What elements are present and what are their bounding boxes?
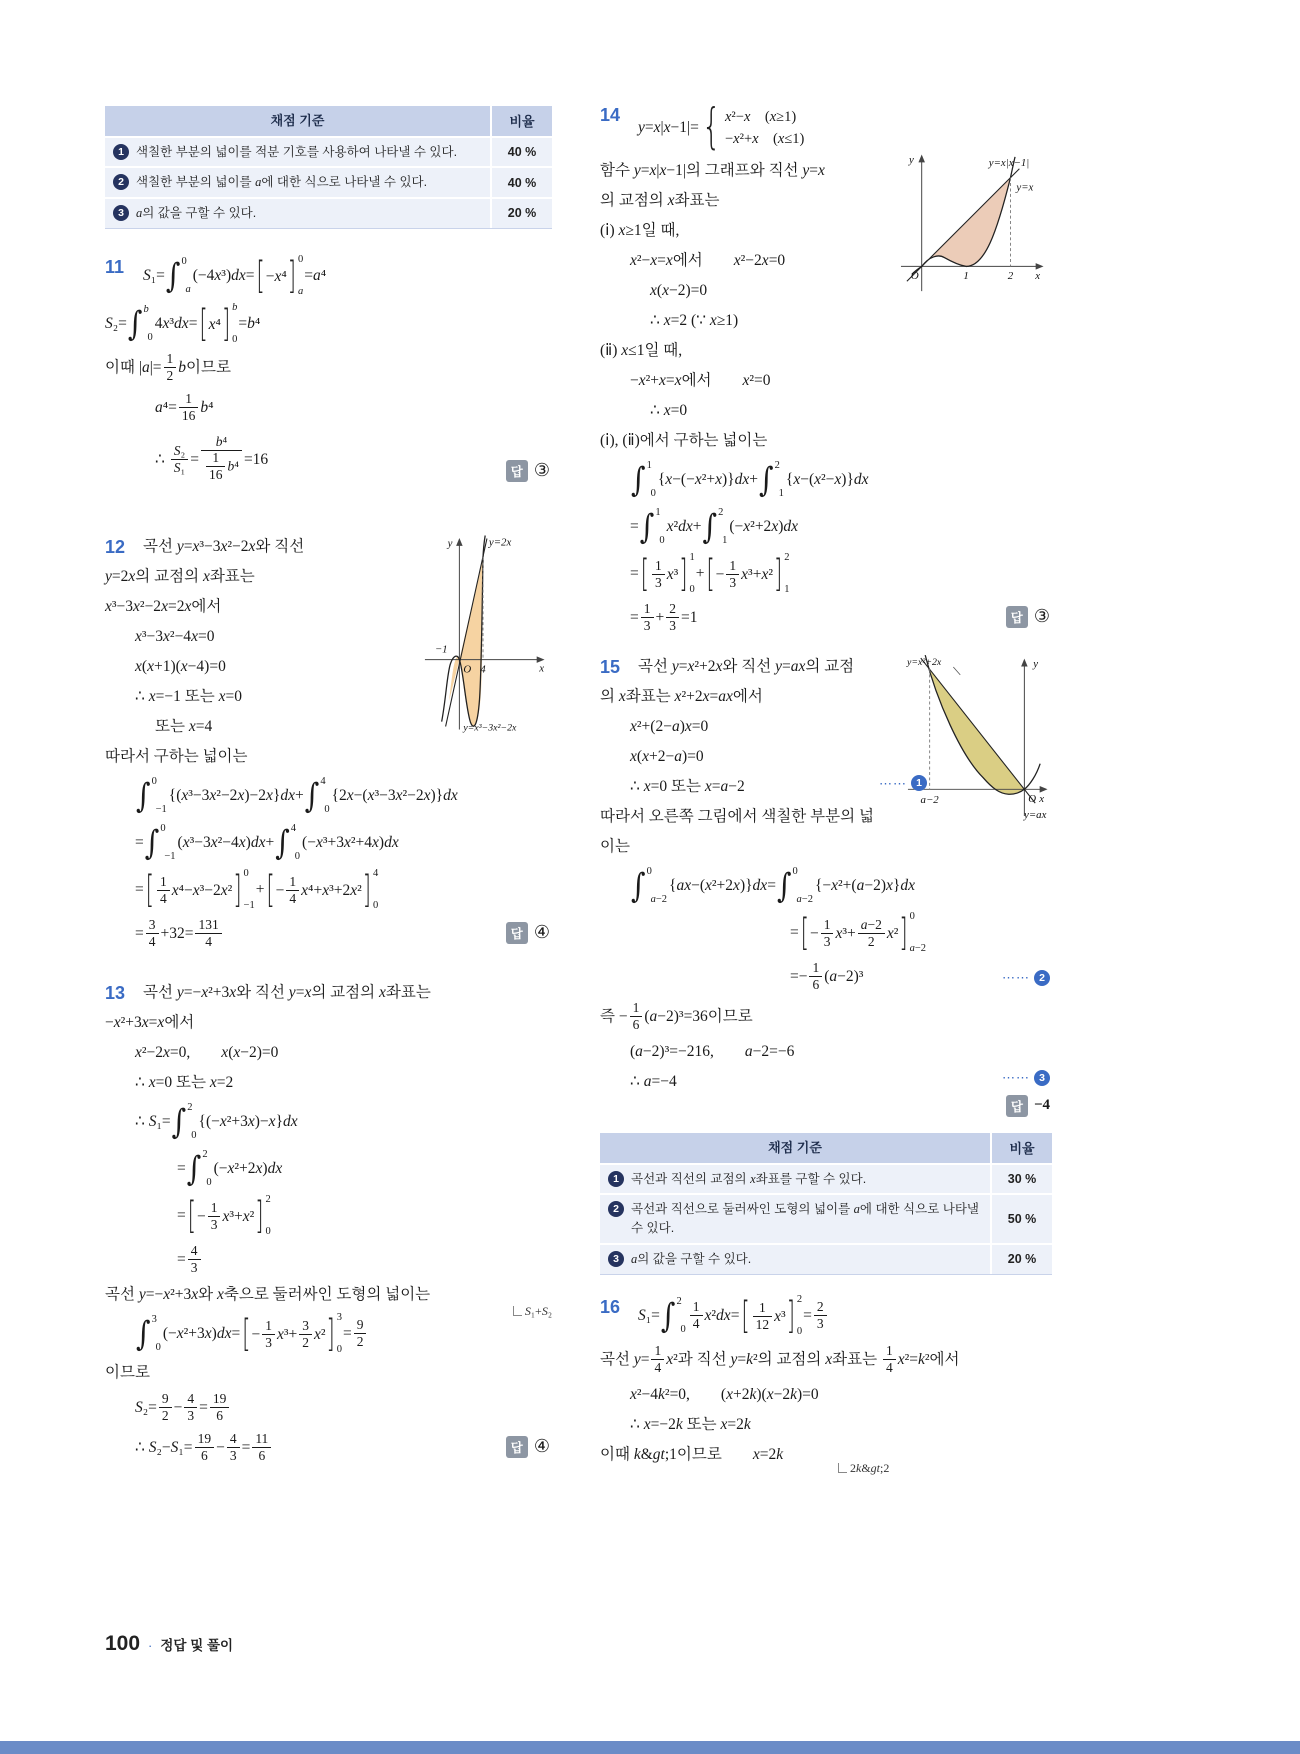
curve-label: y=x²+2x [906,656,942,668]
rubric-header-criteria: 채점 기준 [768,1140,822,1155]
solution-line: x(x+1)(x−4)=0 [135,658,226,675]
solution-line: ∴ a=−4 ⋯⋯ 3 [600,1067,1052,1097]
solution-line: x³−3x²−2x=2x에서 [105,598,222,615]
problem-number: 13 [105,983,126,1003]
step-number-badge: 3 [1034,1070,1050,1086]
answer [506,460,550,482]
tick-label: a−2 [920,794,939,807]
solution-line: ∫ 0 a−2 {ax−(x²+2x)}dx= ∫ 0 a−2 {−x²+(a−2)x}dx [631,866,915,906]
solution-lines [105,978,552,1468]
solution-line: ∴ S₂−S₁= $\frac{19}{6}$ − $\frac{4}{3}$ = $\frac{11}{6}$ 답 ④ [135,1430,550,1463]
answer [1006,1095,1050,1117]
answer-choice: ③ [1033,605,1050,627]
problem-14 [600,100,1052,638]
solution-line: ∴ x=0 [650,402,688,419]
answer-value: −4 [1033,1097,1050,1114]
solution-line: x(x−2)=0 [650,282,708,299]
solution-line: = ∫ 0 −1 (x³−3x²−4x)dx+ ∫ 4 0 (−x³+3x²+4x)dx [135,823,399,863]
solution-line: ∴ x=−2k 또는 x=2k [630,1415,751,1433]
solution-line: 곡선 y=−x²+3x와 x축으로 둘러싸인 도형의 넓이는 [105,1285,431,1303]
elbow-connector-icon [513,1306,522,1316]
footer-label: 정답 및 풀이 [160,1638,234,1653]
solution-line: 의 x좌표는 x²+2x=ax에서 [600,688,763,705]
solution-line: 곡선 y=x²+2x와 직선 y=ax의 교점 [638,658,855,675]
solution-line: ∴ x=2 (∵ x≥1) [650,312,739,329]
solution-lines [600,100,1052,638]
answer-choice: ③ [533,459,550,481]
solution-line: x³−3x²−4x=0 [135,628,215,645]
step-marker [1002,970,1050,986]
bottom-color-bar [0,1741,1300,1754]
annotation-note: S₁+S₂ [513,1305,552,1317]
leader-dots: ⋯⋯ [1002,970,1030,986]
step-number-badge: 2 [1034,970,1050,986]
rubric-percent: 20 % [490,199,552,228]
rubric-table-bottom [600,1133,1052,1275]
line-label: y=2x [488,536,512,549]
solution-line: 따라서 구하는 넓이는 [105,748,248,765]
rubric-criterion [105,138,490,167]
problem-number: 14 [600,105,621,125]
problem-number: 12 [105,537,126,557]
solution-line: (a−2)³=−216, a−2=−6 [630,1042,795,1060]
rubric-percent: 20 % [990,1245,1052,1274]
rubric-header-ratio: 비율 [990,1133,1052,1163]
solution-line: (ⅰ) x≥1일 때, [600,222,680,239]
problem-number: 16 [600,1297,621,1317]
leader-dots: ⋯⋯ [1002,1070,1030,1086]
page-footer [105,1632,233,1656]
rubric-row [105,197,552,228]
curve-label: y=x³−3x²−2x [463,722,517,734]
solution-line: = ∫ 2 0 (−x²+2x)dx [177,1149,283,1189]
solution-line: 이므로 [105,1363,150,1381]
answer-choice: ④ [533,921,550,943]
rubric-percent: 30 % [990,1165,1052,1194]
solution-lines [600,652,1052,1127]
answer [506,922,550,944]
leader-dots: ⋯⋯ [879,775,907,791]
solution-line: y=x|x−1|= { x²−x (x≥1) −x²+x (x≤1) [638,99,805,156]
origin-label: O [910,270,919,283]
rubric-text: a의 값을 구할 수 있다. [631,1251,752,1266]
solution-line: ∴ $\frac{\text{S₂}}{\text{S₁}}$ = b⁴ $\frac{1}{16}$ b⁴ =16 답 ③ [155,434,550,483]
rubric-criterion [105,199,490,228]
solution-line: = [ $\frac{1}{3}$ x³ ] 1 0 + [ − $\frac{1}{3}$ x³+x² ] 2 1 [630,551,790,596]
solution-line: ∫ 0 −1 {(x³−3x²−2x)−2x}dx+ ∫ 4 0 {2x−(x³−3x²−2x)}dx [136,776,458,816]
solution-line: ∴ S₁= ∫ 2 0 {(−x²+3x)−x}dx [135,1102,298,1142]
rubric-row [600,1163,1052,1194]
problem-12 [105,532,552,954]
step-number-badge: 1 [911,775,927,791]
solution-line: x²−2x=0, x(x−2)=0 [135,1044,279,1061]
rubric-header-ratio: 비율 [490,106,552,136]
step-marker [1002,1070,1050,1086]
axis-label-y: y [1033,657,1039,670]
solution-line: 의 교점의 x좌표는 [600,192,720,209]
solution-line: S₂= ∫ b 0 4x³dx= [ x⁴ ] b 0 =b⁴ [105,301,261,346]
solution-line: = $\frac{1}{3}$ + $\frac{2}{3}$ =1 답 ③ [630,600,1050,633]
problem-number: 11 [105,257,125,277]
solution-lines [105,252,552,492]
answer-box-label: 답 [506,1436,528,1458]
solution-line: = [ − $\frac{1}{3}$ x³+ $\frac{a-2}{2}$ x² ] 0 a−2 [790,910,927,955]
rubric-header-criteria: 채점 기준 [270,113,325,128]
axis-label-y: y [447,537,453,550]
rubric-text: 색칠한 부분의 넓이를 적분 기호를 사용하여 나타낼 수 있다. [136,144,458,159]
problem-13 [105,978,552,1468]
solution-line: y=2x의 교점의 x좌표는 [105,568,255,585]
solution-line: 이때 k&gt;1이므로 x=2k 2k&gt;2 [600,1445,890,1475]
tick-label: −1 [434,643,448,656]
solution-line: 이때 |a|= $\frac{1}{2}$ b이므로 [105,350,231,383]
solution-line: 함수 y=x|x−1|의 그래프와 직선 y=x [600,162,825,179]
solution-line: 곡선 y= $\frac{1}{4}$ x²과 직선 y=k²의 교점의 x좌표는 $\frac{1}{4}$ x²=k²에서 [600,1342,960,1375]
step-number-badge: 3 [608,1251,624,1267]
rubric-row [600,1193,1052,1243]
tick-label: 2 [1007,270,1014,283]
solution-line: = [ $\frac{1}{4}$ x⁴−x³−2x² ] 0 −1 + [ − $\frac{1}{4}$ x⁴+x³+2x² ] 4 0 [135,867,379,912]
rubric-table-top [105,106,552,229]
solution-line: = $\frac{3}{4}$ +32= $\frac{131}{4}$ 답 ④ [135,916,550,949]
rubric-criterion [600,1165,990,1194]
solution-line: x(x+2−a)=0 [630,748,704,765]
solution-line: = ∫ 1 0 x²dx+ ∫ 2 1 (−x²+2x)dx [630,507,799,547]
solution-line: 곡선 y=x³−3x²−2x와 직선 [143,538,305,555]
solution-line: = [ − $\frac{1}{3}$ x³+x² ] 2 0 [177,1193,271,1238]
axis-label-y: y [908,153,914,166]
solution-lines [600,1292,1052,1475]
line-label: y=ax [1024,808,1047,821]
step-number-badge: 3 [113,205,129,221]
rubric-row [600,1243,1052,1274]
solution-line: (ⅰ), (ⅱ)에서 구하는 넓이는 [600,432,768,449]
elbow-connector-icon [838,1463,847,1473]
footer-dot: · [148,1638,153,1653]
rubric-criterion [105,168,490,197]
rubric-criterion [600,1195,990,1243]
tick-label: 4 [480,663,486,676]
solution-line: −x²+3x=x에서 [105,1014,195,1031]
problem-16 [600,1292,1052,1475]
solution-line: 따라서 오른쪽 그림에서 색칠한 부분의 넓 [600,808,874,825]
solution-line: 또는 x=4 [155,718,213,735]
step-number-badge: 2 [113,174,129,190]
answer [1006,606,1050,628]
page-number: 100 [105,1632,141,1655]
rubric-header-row [105,106,552,136]
rubric-percent: 50 % [990,1195,1052,1243]
problem-number: 15 [600,657,621,677]
solution-line: S₂= $\frac{9}{2}$ − $\frac{4}{3}$ = $\frac{19}{6}$ [105,1388,552,1428]
rubric-criterion [600,1245,990,1274]
solution-line [600,1097,1052,1127]
step-number-badge: 2 [608,1201,624,1217]
solution-line: S₁= ∫ 2 0 $\frac{1}{4}$ x²dx= [ $\frac{1}{12}$ x³ ] 2 0 = $\frac{2}{3}$ [600,1292,1052,1340]
solution-line: ∴ x=−1 또는 x=0 [135,688,242,705]
solution-line: ∫ 1 0 {x−(−x²+x)}dx+ ∫ 2 1 {x−(x²−x)}dx [631,460,869,500]
step-number-badge: 1 [113,144,129,160]
rubric-row [105,136,552,167]
solution-line: S₁= ∫ 0 a (−4x³)dx= [ −x⁴ ] 0 a =a⁴ [143,253,327,298]
solution-line: −x²+x=x에서 x²=0 [630,372,771,389]
rubric-percent: 40 % [490,138,552,167]
answer-box-label: 답 [506,460,528,482]
origin-label: O [1028,793,1037,806]
step-marker [879,775,927,791]
solution-lines [105,532,552,954]
solution-line: x²+(2−a)x=0 [630,718,709,735]
annotation-note: 2k&gt;2 [838,1462,889,1474]
rubric-row [105,166,552,197]
axis-label-x: x [1039,793,1045,806]
answer [506,1436,550,1458]
axis-label-x: x [1035,270,1041,283]
solution-line: = $\frac{4}{3}$ [105,1240,552,1280]
answer-box-label: 답 [506,922,528,944]
problem-15 [600,652,1052,1127]
solution-line: =− $\frac{1}{6}$ (a−2)³ ⋯⋯ 2 [600,957,1052,997]
solution-line: 즉 − $\frac{1}{6}$ (a−2)³=36이므로 [600,999,753,1032]
tick-label: 1 [963,270,969,283]
rubric-text: a의 값을 구할 수 있다. [136,206,257,220]
solution-line: (ⅱ) x≤1일 때, [600,342,683,359]
rubric-header-row [600,1133,1052,1163]
axis-label-x: x [539,662,545,675]
solution-line: x²−4k²=0, (x+2k)(x−2k)=0 [630,1385,819,1403]
origin-label: O [463,663,472,676]
solution-line: 곡선 y=−x²+3x와 직선 y=x의 교점의 x좌표는 [143,984,431,1001]
rubric-text: 곡선과 직선으로 둘러싸인 도형의 넓이를 a에 대한 식으로 나타낼 수 있다. [631,1202,979,1235]
rubric-text: 곡선과 직선의 교점의 x좌표를 구할 수 있다. [631,1171,867,1186]
solution-line: x²−x=x에서 x²−2x=0 [630,252,786,269]
solution-line: 이는 [600,838,630,855]
line-label: y=x [1016,181,1034,194]
curve-label: y=x|x−1| [988,156,1030,169]
answer-box-label: 답 [1006,1095,1028,1117]
rubric-text: 색칠한 부분의 넓이를 a에 대한 식으로 나타낼 수 있다. [136,175,428,190]
solution-line: a⁴= $\frac{1}{16}$ b⁴ [155,390,214,423]
solution-line: ∫ 3 0 (−x²+3x)dx= [ − $\frac{1}{3}$ x³+ $\frac{3}{2}$ x² ] 3 0 = $\frac{9}{2}$ S₁+S₂ [136,1303,552,1356]
step-number-badge: 1 [608,1171,624,1187]
answer-box-label: 답 [1006,606,1028,628]
solution-line: ∴ x=0 또는 x=2 [135,1074,234,1091]
solution-line: ∴ x=0 또는 x=a−2 ⋯⋯ 1 [600,772,1052,802]
problem-11 [105,252,552,492]
answer-choice: ④ [533,1435,550,1457]
rubric-percent: 40 % [490,168,552,197]
